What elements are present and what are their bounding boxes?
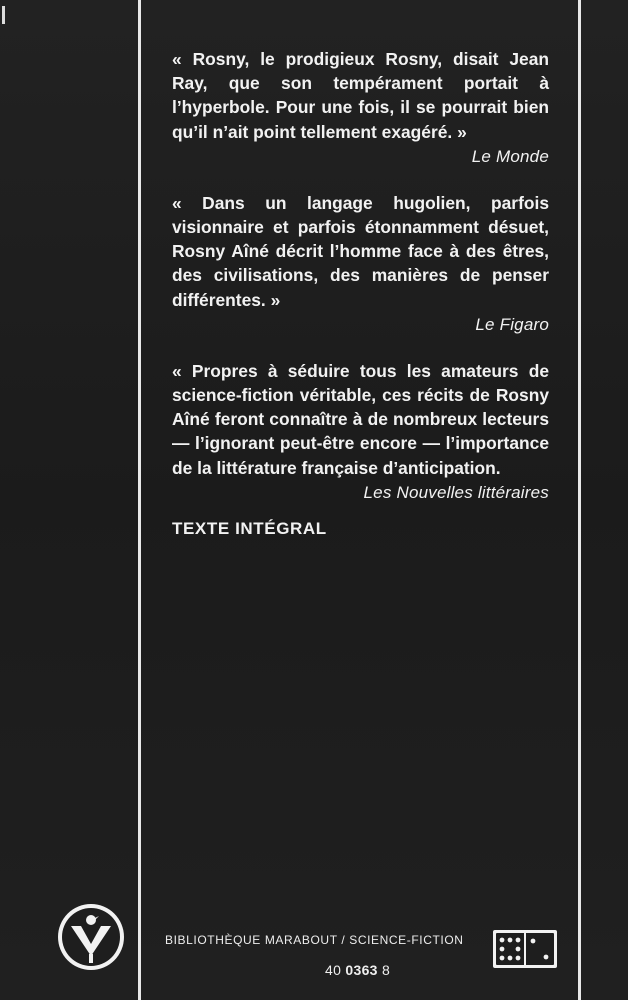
quote-block-1	[172, 47, 549, 169]
marabout-bird-logo-icon	[55, 900, 127, 975]
quote-source: Le Monde	[471, 146, 549, 166]
quote-text: « Rosny, le prodigieux Rosny, disait Jean Ray, que son tempérament portait à l’hyperbole. Pour une fois, il se pourrait bien qu’il n’ait point tellement exagéré. »	[172, 49, 549, 142]
quote-text: « Dans un langage hugolien, parfois visionnaire et parfois étonnamment désuet, Rosny Aîné décrit l’homme face à des êtres, des civilisations, des manières de penser différentes. »	[172, 192, 549, 310]
domino-icon	[492, 929, 558, 969]
right-rule	[578, 0, 581, 1000]
catalog-code	[325, 962, 390, 978]
code-prefix: 40	[325, 962, 342, 978]
quote-source: Le Figaro	[475, 314, 549, 334]
quote-block-2	[172, 191, 549, 337]
quote-source: Les Nouvelles littéraires	[363, 482, 549, 502]
code-number: 0363	[345, 962, 378, 978]
edition-heading: TEXTE INTÉGRAL	[172, 518, 327, 538]
code-suffix: 8	[381, 962, 391, 978]
left-rule	[138, 0, 141, 1000]
blurb-column	[172, 47, 549, 539]
quote-block-3	[172, 359, 549, 505]
collection-label: BIBLIOTHÈQUE MARABOUT / SCIENCE-FICTION	[165, 933, 464, 947]
corner-mark	[2, 6, 5, 24]
quote-text: « Propres à séduire tous les amateurs de science-fiction véritable, ces récits de Rosny Aîné feront connaître à de nombreux lecteurs — l’ignorant peut-être encore — l’importance de la littérature française d’anticipation.	[172, 360, 549, 478]
